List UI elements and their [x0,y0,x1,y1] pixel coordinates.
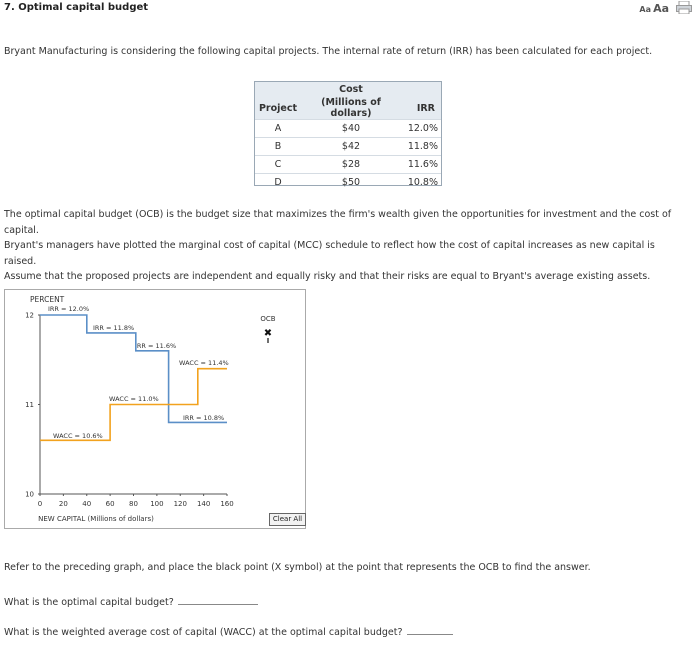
project-cell: D [255,174,301,192]
ocb-explanation-line: Bryant's managers have plotted the marginal cost of capital (MCC) schedule to reflect how the cost of capital increases as new capital is raised. [4,240,655,267]
x-tick-label: 120 [173,500,187,508]
project-cell: C [255,156,301,174]
print-icon[interactable] [676,1,692,14]
x-tick-label: 20 [58,500,68,508]
font-size-small-button[interactable]: Aa [639,5,651,14]
irr-cell: 10.8% [401,174,441,192]
wacc-series-line [40,369,227,441]
irr-cell: 11.8% [401,138,441,156]
cost-table [254,81,442,186]
wacc-label-2: WACC = 11.0% [109,395,159,403]
ocb-x-marker[interactable]: ✖ [263,328,273,339]
x-tick-label: 100 [150,500,164,508]
question-ocb-label: What is the optimal capital budget? [4,597,174,608]
x-tick-label: 80 [129,500,138,508]
x-tick-label: 40 [82,500,92,508]
question-wacc-label: What is the weighted average cost of capital (WACC) at the optimal capital budget? [4,627,403,638]
mcc-graph [4,289,306,529]
irr-cell: 11.6% [401,156,441,174]
table-row [255,138,441,156]
intro-text: Bryant Manufacturing is considering the following capital projects. The internal rate of return (IRR) has been calculated for each project. [4,46,653,57]
col-project-header: Project [258,102,298,114]
x-tick-label: 60 [105,500,115,508]
ocb-explanation-line: The optimal capital budget (OCB) is the budget size that maximizes the firm's wealth given the opportunities for investment and the cost of capital. [4,209,672,236]
irr-label-b: IRR = 11.8% [93,324,135,332]
instruction-text: Refer to the preceding graph, and place the black point (X symbol) at the point that represents the OCB to find the answer. [4,562,591,573]
table-row [255,156,441,174]
y-axis-label: PERCENT [30,295,65,304]
ocb-palette-label: OCB [260,315,276,323]
x-tick-label: 160 [220,500,234,508]
irr-label-c: IRR = 11.6% [135,342,177,350]
question-wacc [4,622,453,638]
font-size-large-button[interactable]: Aa [653,2,669,15]
y-tick-label: 11 [25,401,34,409]
cost-cell: $40 [301,120,401,138]
table-row [255,120,441,138]
irr-cell: 12.0% [401,120,441,138]
question-ocb [4,592,258,608]
cost-cell: $42 [301,138,401,156]
wacc-label-1: WACC = 10.6% [53,432,103,440]
x-tick-label: 140 [196,500,211,508]
graph-canvas[interactable] [5,290,305,528]
ocb-explanation [4,207,690,285]
clear-all-button[interactable]: Clear All [269,513,306,526]
cost-header: Cost [339,84,363,95]
col-irr-header: IRR [416,102,435,114]
ocb-answer-input[interactable] [178,592,258,605]
cost-cell: $50 [301,174,401,192]
col-cost-header: (Millions of dollars) [321,97,381,119]
x-tick-label: 0 [37,500,43,508]
wacc-label-3: WACC = 11.4% [179,359,229,367]
x-axis-label: NEW CAPITAL (Millions of dollars) [38,515,154,523]
irr-label-a: IRR = 12.0% [48,305,90,313]
y-tick-label: 10 [25,490,34,499]
project-cell: B [255,138,301,156]
wacc-answer-input[interactable] [407,622,453,635]
cost-cell: $28 [301,156,401,174]
page-title: 7. Optimal capital budget [4,2,149,13]
table-row [255,174,441,192]
irr-label-d: IRR = 10.8% [183,414,225,422]
project-cell: A [255,120,301,138]
y-tick-label: 12 [25,311,34,320]
ocb-explanation-line: Assume that the proposed projects are independent and equally risky and that their risks are equal to Bryant's average existing assets. [4,271,651,282]
